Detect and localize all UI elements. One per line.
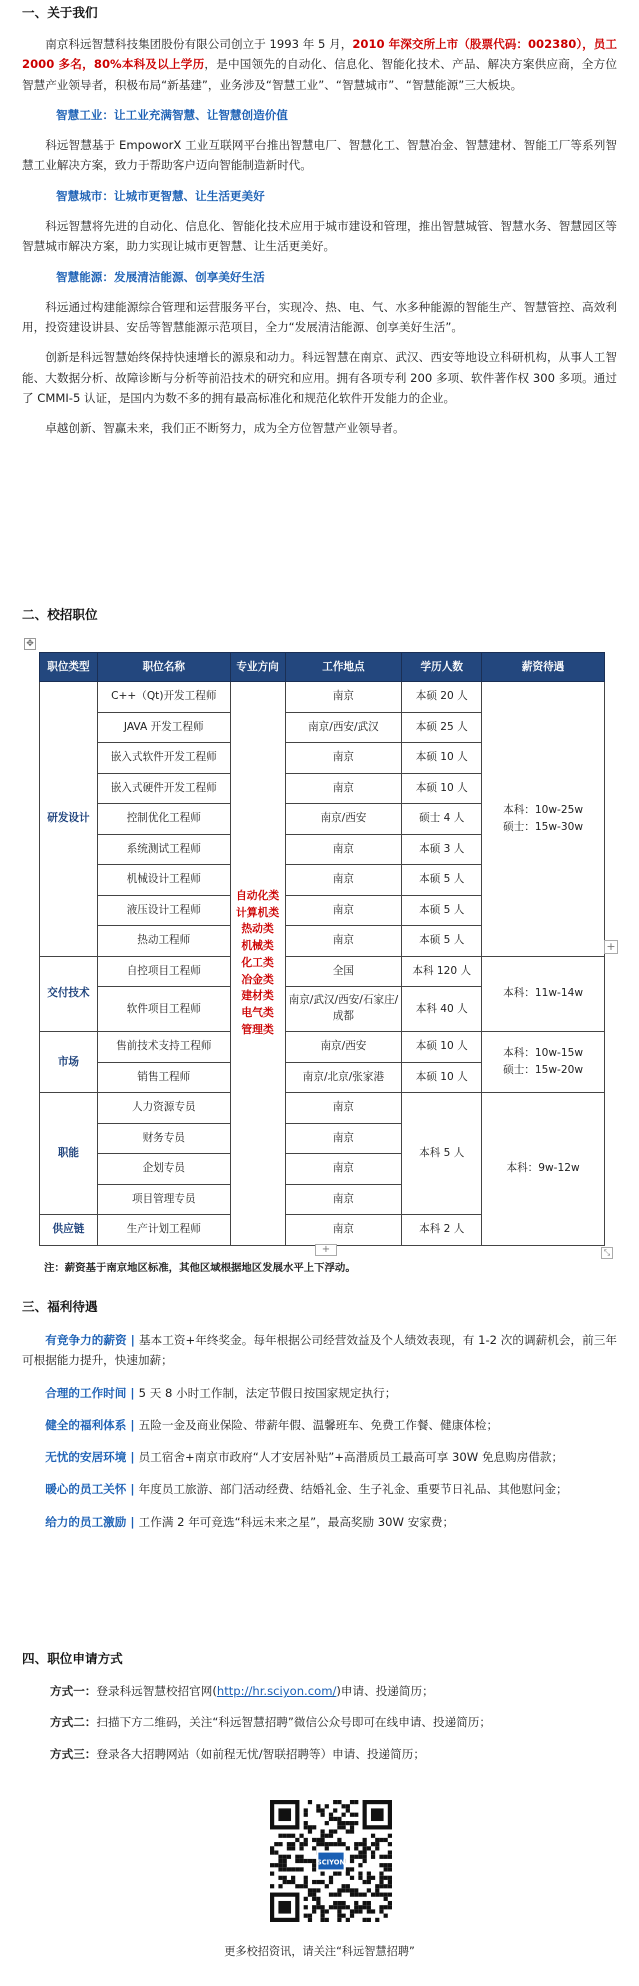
apply-heading: 四、职位申请方式 [22, 1651, 123, 1666]
job-location: 南京 [285, 865, 402, 896]
smart-city-title: 智慧城市：让城市更智慧、让生活更美好 [56, 188, 265, 203]
job-edu: 本科 40 人 [402, 987, 482, 1032]
job-edu: 本硕 5 人 [402, 926, 482, 957]
job-location: 南京 [285, 682, 402, 713]
job-name: C++（Qt)开发工程师 [97, 682, 230, 713]
benefits-heading: 三、福利待遇 [22, 1299, 98, 1314]
header-salary: 薪资待遇 [482, 653, 605, 682]
job-name: 销售工程师 [97, 1062, 230, 1093]
benefit-title: 合理的工作时间 [45, 1385, 127, 1400]
benefit-title: 无忧的安居环境 [45, 1450, 127, 1465]
benefit-text: 基本工资+年终奖金。每年根据公司经营效益及个人绩效表现，有 1-2 次的调薪机会，前三年可根据能力提升，快速加薪； [22, 1333, 617, 1368]
job-location: 南京 [285, 1184, 402, 1215]
job-name: 控制优化工程师 [97, 804, 230, 835]
group-rd: 研发设计 [40, 682, 98, 957]
method-text: 登录各大招聘网站（如前程无忧/智联招聘等）申请、投递简历； [96, 1746, 425, 1761]
job-location: 南京 [285, 926, 402, 957]
job-location: 南京/武汉/西安/石家庄/成都 [285, 987, 402, 1032]
qr-logo-text: SCIYON [316, 1858, 346, 1867]
direction-item: 计算机类 [236, 905, 280, 919]
job-name: 项目管理专员 [97, 1184, 230, 1215]
job-name: 软件项目工程师 [97, 987, 230, 1032]
table-row [40, 1093, 605, 1124]
salary-func: 本科：9w-12w [482, 1093, 605, 1246]
smart-industry-text: 科远智慧基于 EmpoworX 工业互联网平台推出智慧电厂、智慧化工、智慧冶金、智慧建材、智能工厂等系列智慧工业解决方案，致力于帮助客户迈向智能制造新时代。 [22, 138, 617, 173]
benefit-item [22, 1512, 617, 1532]
benefit-item [22, 1479, 617, 1499]
apply-section [22, 1648, 617, 1764]
benefit-title: 健全的福利体系 [45, 1417, 127, 1432]
job-name: 热动工程师 [97, 926, 230, 957]
job-edu: 本硕 10 人 [402, 1032, 482, 1063]
jobs-table [39, 652, 605, 1246]
header-edu: 学历人数 [402, 653, 482, 682]
job-location: 南京 [285, 773, 402, 804]
group-delivery: 交付技术 [40, 956, 98, 1032]
job-edu: 本硕 5 人 [402, 865, 482, 896]
job-edu-func: 本科 5 人 [402, 1093, 482, 1215]
job-location: 南京 [285, 1215, 402, 1246]
job-location: 全国 [285, 956, 402, 987]
group-func: 职能 [40, 1093, 98, 1215]
apply-method-2 [50, 1712, 617, 1732]
header-location: 工作地点 [285, 653, 402, 682]
job-edu: 本科 2 人 [402, 1215, 482, 1246]
method-label: 方式一： [50, 1684, 97, 1699]
job-edu: 本硕 5 人 [402, 895, 482, 926]
job-name: 财务专员 [97, 1123, 230, 1154]
direction-cell [230, 682, 285, 1246]
job-name: 企划专员 [97, 1154, 230, 1185]
job-location: 南京 [285, 1123, 402, 1154]
table-row [40, 956, 605, 987]
job-edu: 本硕 3 人 [402, 834, 482, 865]
salary-line: 硕士：15w-20w [503, 1064, 584, 1076]
salary-note: 注：薪资基于南京地区标准，其他区域根据地区发展水平上下浮动。 [44, 1262, 356, 1274]
header-direction: 专业方向 [230, 653, 285, 682]
job-edu: 本硕 10 人 [402, 743, 482, 774]
benefit-item [22, 1415, 617, 1435]
wechat-qr-code[interactable] [270, 1800, 392, 1922]
smart-industry-title: 智慧工业：让工业充满智慧、让智慧创造价值 [56, 107, 288, 122]
job-name: 液压设计工程师 [97, 895, 230, 926]
job-name: 嵌入式软件开发工程师 [97, 743, 230, 774]
job-edu: 本科 120 人 [402, 956, 482, 987]
benefit-item [22, 1383, 617, 1403]
add-row-icon[interactable]: + [315, 1244, 337, 1256]
benefit-title: 给力的员工激励 [45, 1514, 127, 1529]
job-edu: 本硕 25 人 [402, 712, 482, 743]
job-name: 售前技术支持工程师 [97, 1032, 230, 1063]
smart-energy-text: 科远通过构建能源综合管理和运营服务平台，实现冷、热、电、气、水多种能源的智能生产、智慧管控、高效利用，投资建设讲县、安岳等智慧能源示范项目，全力“发展清洁能源、创享美好生活”。 [22, 299, 617, 335]
salary-rd [482, 682, 605, 957]
job-location: 南京/西安/武汉 [285, 712, 402, 743]
benefit-separator: | [126, 1385, 139, 1400]
benefit-text: 年度员工旅游、部门活动经费、结婚礼金、生子礼金、重要节日礼品、其他慰问金； [138, 1482, 568, 1497]
method-text: 扫描下方二维码，关注“科远智慧招聘”微信公众号即可在线申请、投递简历； [96, 1715, 491, 1730]
table-header-row [40, 653, 605, 682]
job-edu: 本硕 20 人 [402, 682, 482, 713]
job-location: 南京 [285, 834, 402, 865]
benefit-text: 五险一金及商业保险、带薪年假、温馨班车、免费工作餐、健康体检； [138, 1417, 499, 1432]
direction-item: 热动类 [241, 922, 274, 936]
direction-item: 建材类 [241, 989, 274, 1003]
job-edu: 硕士 4 人 [402, 804, 482, 835]
salary-line: 本科：10w-15w [503, 1047, 584, 1060]
intro-highlight: 2010 年深交所上市（股票代码：002380），员工 2000 多名，80%本科及以上学历 [22, 37, 617, 72]
direction-item: 电气类 [241, 1006, 274, 1020]
method-label: 方式二： [50, 1715, 97, 1730]
direction-item: 冶金类 [241, 972, 274, 986]
table-move-icon[interactable]: ✥ [24, 638, 36, 650]
about-intro [22, 34, 617, 95]
direction-item: 自动化类 [236, 888, 280, 902]
job-name: 系统测试工程师 [97, 834, 230, 865]
intro-text-a: 南京科远智慧科技集团股份有限公司创立于 1993 年 5 月， [45, 37, 353, 52]
benefit-separator: | [126, 1450, 139, 1465]
header-type: 职位类型 [40, 653, 98, 682]
add-column-icon[interactable]: + [604, 940, 618, 954]
jobs-heading: 二、校招职位 [22, 607, 98, 622]
apply-method-3 [50, 1744, 617, 1764]
job-name: 嵌入式硬件开发工程师 [97, 773, 230, 804]
apply-method-1 [50, 1681, 617, 1701]
salary-line: 硕士：15w-30w [503, 820, 584, 833]
about-section [22, 0, 617, 439]
direction-item: 管理类 [241, 1022, 274, 1036]
salary-delivery: 本科：11w-14w [482, 956, 605, 1032]
job-location: 南京/西安 [285, 804, 402, 835]
benefit-item [22, 1330, 617, 1371]
job-location: 南京 [285, 1154, 402, 1185]
header-name: 职位名称 [97, 653, 230, 682]
direction-item: 化工类 [241, 955, 274, 969]
job-name: 机械设计工程师 [97, 865, 230, 896]
job-name: 人力资源专员 [97, 1093, 230, 1124]
about-heading: 一、关于我们 [22, 5, 98, 20]
smart-city-text: 科远智慧将先进的自动化、信息化、智能化技术应用于城市建设和管理，推出智慧城管、智慧水务、智慧园区等智慧城市解决方案，助力实现让城市更智慧、让生活更美好。 [22, 219, 617, 254]
job-edu: 本硕 10 人 [402, 1062, 482, 1093]
job-edu: 本硕 10 人 [402, 773, 482, 804]
benefit-separator: | [126, 1333, 139, 1348]
job-location: 南京/北京/张家港 [285, 1062, 402, 1093]
qr-caption: 更多校招资讯，请关注“科远智慧招聘” [224, 1945, 415, 1958]
method-text: )申请、投递简历； [336, 1684, 434, 1699]
table-resize-icon[interactable]: ⤡ [601, 1247, 613, 1259]
job-location: 南京/西安 [285, 1032, 402, 1063]
group-supply: 供应链 [40, 1215, 98, 1246]
smart-energy-title: 智慧能源：发展清洁能源、创享美好生活 [56, 269, 265, 284]
benefit-text: 工作满 2 年可竞选“科远未来之星”，最高奖励 30W 安家费； [138, 1514, 455, 1529]
method-label: 方式三： [50, 1746, 97, 1761]
benefit-title: 有竞争力的薪资 [45, 1333, 127, 1348]
job-name: JAVA 开发工程师 [97, 712, 230, 743]
job-location: 南京 [285, 743, 402, 774]
salary-line: 本科：10w-25w [503, 803, 584, 816]
innovation-text: 创新是科远智慧始终保持快速增长的源泉和动力。科远智慧在南京、武汉、西安等地设立科研机构，从事人工智能、大数据分析、故障诊断与分析等前沿技术的研究和应用。拥有各项专利 200 多项、软件著作权 300 多项。通过了 CMMI-5 认证，是国内为数不多的拥有最高标准化和规范化软件开发能力的企业。 [22, 350, 617, 405]
job-name: 自控项目工程师 [97, 956, 230, 987]
benefit-title: 暖心的员工关怀 [45, 1482, 127, 1497]
table-row [40, 682, 605, 713]
benefit-separator: | [126, 1514, 139, 1529]
benefit-separator: | [126, 1482, 139, 1497]
benefit-item [22, 1447, 617, 1467]
careers-site-link[interactable]: http://hr.sciyon.com/ [216, 1684, 337, 1699]
table-row [40, 1032, 605, 1063]
benefits-section [22, 1296, 617, 1532]
direction-item: 机械类 [241, 939, 274, 953]
benefit-separator: | [126, 1417, 139, 1432]
group-market: 市场 [40, 1032, 98, 1093]
job-location: 南京 [285, 1093, 402, 1124]
benefit-text: 员工宿舍+南京市政府“人才安居补贴”+高潜质员工最高可享 30W 免息购房借款； [138, 1450, 564, 1465]
benefit-text: 5 天 8 小时工作制，法定节假日按国家规定执行； [138, 1385, 397, 1400]
job-location: 南京 [285, 895, 402, 926]
job-name: 生产计划工程师 [97, 1215, 230, 1246]
intro-text-b: ，是中国领先的自动化、信息化、智能化技术、产品、解决方案供应商，全方位智慧产业领导者，积极布局“新基建”，业务涉及“智慧工业”、“智慧城市”、“智慧能源”三大板块。 [22, 57, 617, 92]
salary-market [482, 1032, 605, 1093]
method-text: 登录科远智慧校招官网( [96, 1684, 217, 1699]
closing-text: 卓越创新、智赢未来，我们正不断努力，成为全方位智慧产业领导者。 [45, 421, 405, 436]
